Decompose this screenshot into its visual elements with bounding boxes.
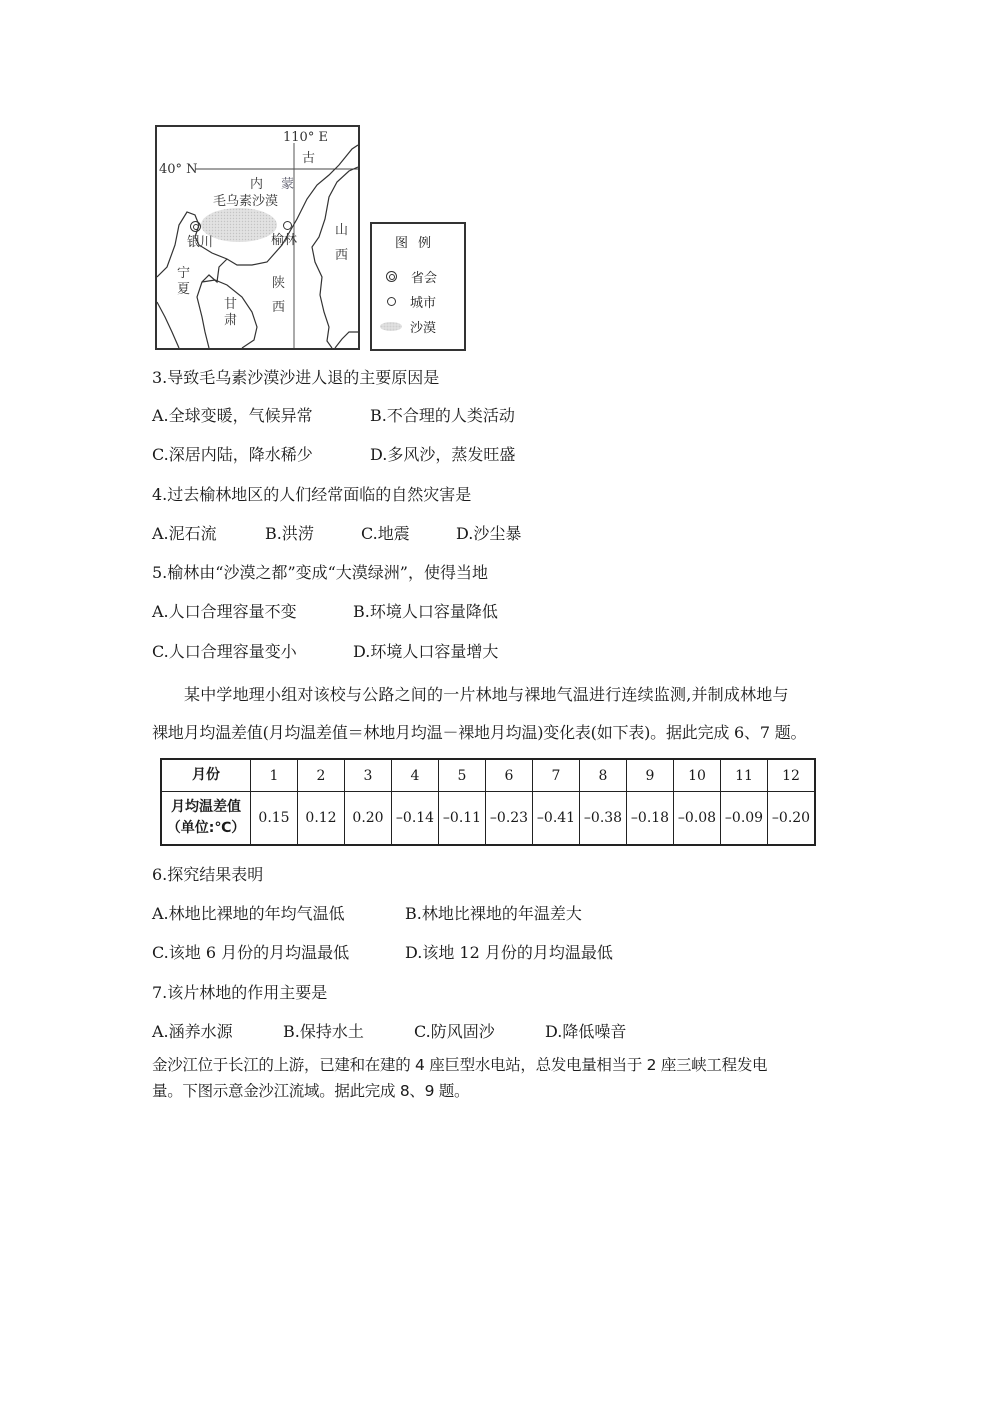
table-cell-month: 1	[251, 759, 298, 792]
table-cell-month: 8	[580, 759, 627, 792]
label-shaanxi-1: 陕	[272, 276, 286, 291]
question-4-stem: 4.过去榆林地区的人们经常面临的自然灾害是	[152, 485, 472, 504]
legend-label: 省会	[411, 271, 438, 286]
question-7-stem: 7.该片林地的作用主要是	[152, 983, 328, 1002]
table-cell-value: –0.41	[533, 792, 580, 846]
table-cell-value: –0.18	[627, 792, 674, 846]
label-shaanxi-2: 西	[272, 300, 286, 315]
map-figure	[155, 125, 360, 350]
table-cell-value: –0.11	[439, 792, 486, 846]
table-cell-value: 0.20	[345, 792, 392, 846]
label-shanxi-1: 山	[335, 223, 349, 238]
question-3-stem: 3.导致毛乌素沙漠沙进人退的主要原因是	[152, 368, 440, 387]
table-cell-month: 4	[392, 759, 439, 792]
table-cell-value: –0.14	[392, 792, 439, 846]
table-cell-value: –0.09	[721, 792, 768, 846]
table-cell-value: –0.20	[768, 792, 816, 846]
question-5-option-c: C.人口合理容量变小	[152, 642, 297, 661]
label-meng: 蒙	[281, 177, 295, 192]
question-7-option-d: D.降低噪音	[545, 1022, 627, 1041]
legend-item-desert	[380, 317, 436, 336]
question-6-option-c: C.该地 6 月份的月均温最低	[152, 943, 350, 962]
table-row-values	[161, 792, 815, 846]
passage-6-7-line-1: 某中学地理小组对该校与公路之间的一片林地与裸地气温进行连续监测,并制成林地与	[184, 685, 789, 704]
table-cell-value: –0.08	[674, 792, 721, 846]
question-3-option-d: D.多风沙，蒸发旺盛	[370, 445, 516, 464]
table-cell-value: –0.23	[486, 792, 533, 846]
table-cell-month: 12	[768, 759, 816, 792]
table-header-difference	[161, 792, 251, 846]
label-gansu-2: 肃	[224, 313, 238, 328]
question-6-stem: 6.探究结果表明	[152, 865, 264, 884]
question-4-option-a: A.泥石流	[152, 524, 217, 543]
table-header-difference-line-2: （单位:℃）	[166, 820, 246, 836]
question-5-option-b: B.环境人口容量降低	[353, 602, 498, 621]
legend-item-city	[386, 292, 436, 311]
table-cell-value: 0.12	[298, 792, 345, 846]
question-5-option-d: D.环境人口容量增大	[353, 642, 499, 661]
label-ningxia-2: 夏	[177, 282, 191, 297]
table-cell-value: –0.38	[580, 792, 627, 846]
passage-8-9-line-1: 金沙江位于长江的上游，已建和在建的 4 座巨型水电站，总发电量相当于 2 座三峡工程发电	[152, 1056, 768, 1074]
question-4-option-c: C.地震	[361, 524, 410, 543]
legend-title: 图例	[394, 236, 441, 251]
table-cell-month: 10	[674, 759, 721, 792]
legend-label: 城市	[410, 296, 437, 311]
table-cell-month: 5	[439, 759, 486, 792]
label-gansu-1: 甘	[224, 297, 238, 312]
passage-6-7-line-2: 裸地月均温差值(月均温差值＝林地月均温－裸地月均温)变化表(如下表)。据此完成 6、7 题。	[152, 723, 807, 742]
passage-8-9-line-2: 量。下图示意金沙江流域。据此完成 8、9 题。	[152, 1082, 470, 1100]
question-5-stem: 5.榆林由“沙漠之都”变成“大漠绿洲”，使得当地	[152, 563, 488, 582]
legend-item-capital	[386, 267, 437, 286]
provincial-capital-icon	[386, 271, 397, 282]
map-legend	[370, 222, 466, 351]
question-3-option-b: B.不合理的人类活动	[370, 406, 515, 425]
table-cell-month: 2	[298, 759, 345, 792]
table-cell-value: 0.15	[251, 792, 298, 846]
question-7-option-a: A.涵养水源	[152, 1022, 233, 1041]
label-nei: 内	[250, 177, 264, 192]
legend-label: 沙漠	[410, 321, 437, 336]
question-7-option-c: C.防风固沙	[414, 1022, 495, 1041]
longitude-label: 110° E	[283, 130, 328, 145]
table-header-month: 月份	[161, 759, 251, 792]
table-cell-month: 9	[627, 759, 674, 792]
question-6-option-d: D.该地 12 月份的月均温最低	[405, 943, 613, 962]
label-yulin: 榆林	[271, 233, 298, 248]
question-6-option-b: B.林地比裸地的年温差大	[405, 904, 582, 923]
label-ningxia-1: 宁	[177, 266, 191, 281]
latitude-label: 40° N	[159, 162, 198, 177]
desert-icon	[380, 322, 402, 331]
provincial-capital-icon	[190, 221, 201, 232]
table-cell-month: 3	[345, 759, 392, 792]
label-desert: 毛乌素沙漠	[213, 194, 279, 209]
question-3-option-a: A.全球变暖，气候异常	[152, 406, 313, 425]
table-cell-month: 11	[721, 759, 768, 792]
question-7-option-b: B.保持水土	[283, 1022, 364, 1041]
question-4-option-b: B.洪涝	[265, 524, 314, 543]
city-icon	[283, 221, 292, 230]
label-gu: 古	[302, 151, 316, 166]
table-cell-month: 7	[533, 759, 580, 792]
label-shanxi-2: 西	[335, 248, 349, 263]
table-row-months	[161, 759, 815, 792]
question-6-option-a: A.林地比裸地的年均气温低	[152, 904, 345, 923]
question-4-option-d: D.沙尘暴	[456, 524, 522, 543]
city-icon	[387, 297, 396, 306]
temperature-difference-table	[160, 758, 816, 846]
label-yinchuan: 银川	[187, 235, 214, 250]
question-3-option-c: C.深居内陆，降水稀少	[152, 445, 313, 464]
question-5-option-a: A.人口合理容量不变	[152, 602, 297, 621]
table-cell-month: 6	[486, 759, 533, 792]
table-header-difference-line-1: 月均温差值	[171, 799, 241, 815]
